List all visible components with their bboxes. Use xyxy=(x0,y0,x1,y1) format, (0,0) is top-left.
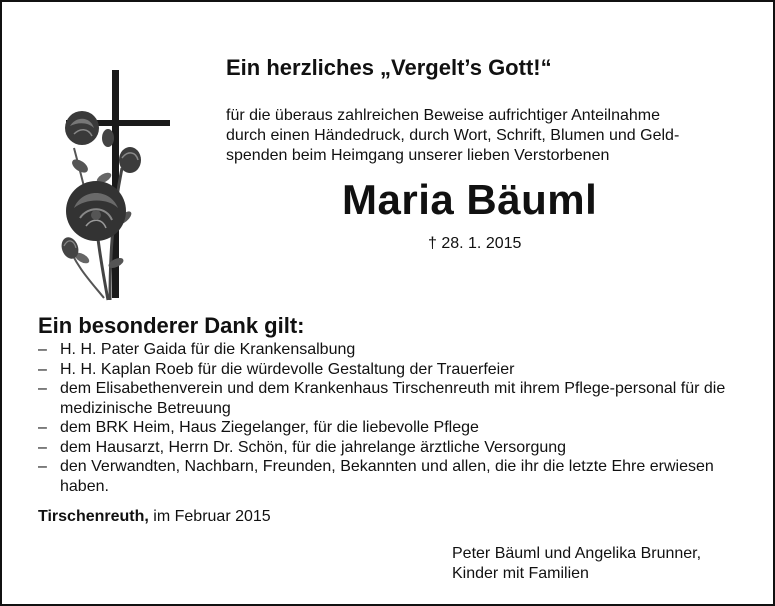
list-item xyxy=(38,360,748,380)
place-name: Tirschenreuth, xyxy=(38,508,149,525)
dash-bullet: – xyxy=(38,360,47,378)
dash-bullet: – xyxy=(38,438,47,456)
list-item xyxy=(38,438,748,458)
list-item xyxy=(38,340,748,360)
thanks-list xyxy=(38,340,748,496)
signature xyxy=(452,544,701,584)
list-item xyxy=(38,379,748,418)
heading: Ein herzliches „Vergelt’s Gott!“ xyxy=(226,55,552,80)
list-item-text: dem BRK Heim, Haus Ziegelanger, für die liebevolle Pflege xyxy=(60,419,479,436)
signature-line: Kinder mit Familien xyxy=(452,565,589,582)
dash-bullet: – xyxy=(38,458,47,475)
deceased-name: Maria Bäuml xyxy=(342,176,598,223)
list-item-text: dem Hausarzt, Herrn Dr. Schön, für die jahrelange ärztliche Versorgung xyxy=(60,438,567,456)
death-date: † 28. 1. 2015 xyxy=(428,235,522,252)
cross-with-roses-icon xyxy=(52,68,182,304)
signature-line: Peter Bäuml und Angelika Brunner, xyxy=(452,545,702,562)
list-item xyxy=(38,457,748,496)
date-text: im Februar 2015 xyxy=(148,508,271,525)
thanks-title: Ein besonderer Dank gilt: xyxy=(38,313,305,338)
dash-bullet: – xyxy=(38,419,47,436)
intro-line: für die überaus zahlreichen Beweise aufrichtiger Anteilnahme xyxy=(226,107,661,124)
intro-line: spenden beim Heimgang unserer lieben Verstorbenen xyxy=(226,147,610,164)
list-item xyxy=(38,418,748,438)
list-item-text: dem Elisabethenverein und dem Krankenhaus Tirschenreuth mit ihrem Pflege-personal für die medizinische Betreuung xyxy=(60,380,726,417)
dash-bullet: – xyxy=(38,380,47,397)
intro-line: durch einen Händedruck, durch Wort, Schrift, Blumen und Geld- xyxy=(226,127,680,144)
list-item-text: H. H. Kaplan Roeb für die würdevolle Gestaltung der Trauerfeier xyxy=(60,360,515,378)
list-item-text: H. H. Pater Gaida für die Krankensalbung xyxy=(60,341,356,358)
place-date-line xyxy=(38,508,271,526)
intro-text xyxy=(226,106,746,166)
list-item-text: den Verwandten, Nachbarn, Freunden, Bekannten und allen, die ihr die letzte Ehre erwiesen haben. xyxy=(60,458,714,495)
dash-bullet: – xyxy=(38,341,47,358)
